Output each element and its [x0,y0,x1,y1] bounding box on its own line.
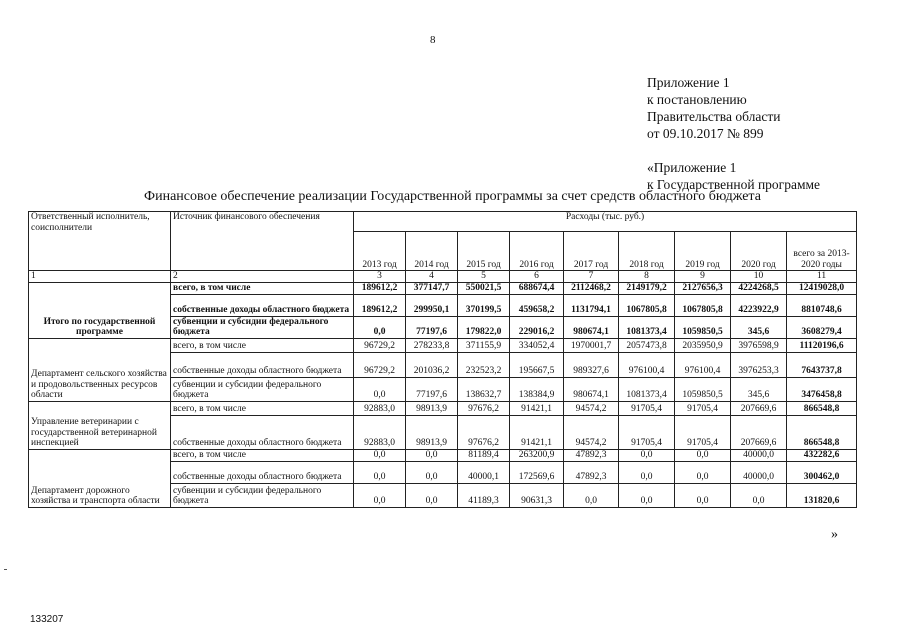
amount-cell: 91705,4 [619,401,675,415]
amount-cell: 92883,0 [354,401,406,415]
column-index: 3 [354,271,406,283]
column-index: 2 [171,271,354,283]
amount-cell: 91705,4 [619,415,675,449]
amount-cell: 688674,4 [510,282,564,294]
amount-cell: 989327,6 [564,352,619,377]
header-source: Источник финансового обеспечения [171,212,354,271]
amount-cell: 0,0 [354,316,406,338]
amount-cell: 189612,2 [354,282,406,294]
amount-cell: 138384,9 [510,377,564,401]
amount-cell: 40000,1 [458,461,510,483]
column-index: 6 [510,271,564,283]
page-number: 8 [430,34,436,46]
amount-cell: 980674,1 [564,316,619,338]
amount-cell: 2127656,3 [675,282,731,294]
closing-quote: » [831,527,838,542]
amount-cell: 0,0 [354,461,406,483]
amount-cell: 2057473,8 [619,338,675,352]
amount-cell: 4223922,9 [731,294,787,316]
table-title: Финансовое обеспечение реализации Государственной программы за счет средств областного бюджета [144,189,761,204]
funding-source: субвенции и субсидии федерального бюджета [171,316,354,338]
column-index: 9 [675,271,731,283]
amount-cell: 8810748,6 [787,294,857,316]
document-stamp: 133207 [30,614,64,625]
amount-cell: 866548,8 [787,401,857,415]
header-year: 2016 год [510,232,564,271]
amount-cell: 94574,2 [564,401,619,415]
column-index: 10 [731,271,787,283]
amount-cell: 172569,6 [510,461,564,483]
amount-cell: 91705,4 [675,415,731,449]
header-year: 2013 год [354,232,406,271]
header-year: 2015 год [458,232,510,271]
amount-cell: 96729,2 [354,338,406,352]
amount-cell: 96729,2 [354,352,406,377]
amount-cell: 432282,6 [787,449,857,461]
header-year: 2014 год [406,232,458,271]
amount-cell: 299950,1 [406,294,458,316]
amount-cell: 207669,6 [731,401,787,415]
appendix-line: «Приложение 1 [647,160,737,175]
amount-cell: 131820,6 [787,483,857,507]
amount-cell: 345,6 [731,377,787,401]
amount-cell: 0,0 [406,449,458,461]
column-index: 7 [564,271,619,283]
amount-cell: 1067805,8 [619,294,675,316]
amount-cell: 77197,6 [406,316,458,338]
appendix-line: Приложение 1 [647,75,730,90]
amount-cell: 0,0 [675,449,731,461]
amount-cell: 201036,2 [406,352,458,377]
header-expenses: Расходы (тыс. руб.) [354,212,857,232]
amount-cell: 377147,7 [406,282,458,294]
table-row [29,282,857,294]
amount-cell: 97676,2 [458,401,510,415]
amount-cell: 12419028,0 [787,282,857,294]
amount-cell: 0,0 [354,377,406,401]
responsible-entity: Департамент дорожного хозяйства и транспорта области [29,449,171,507]
amount-cell: 0,0 [619,461,675,483]
amount-cell: 2149179,2 [619,282,675,294]
appendix-line: от 09.10.2017 № 899 [647,126,764,141]
appendix-block [647,74,820,193]
amount-cell: 0,0 [619,449,675,461]
amount-cell: 2112468,2 [564,282,619,294]
funding-source: собственные доходы областного бюджета [171,352,354,377]
amount-cell: 40000,0 [731,449,787,461]
appendix-line: к постановлению [647,92,747,107]
amount-cell: 2035950,9 [675,338,731,352]
funding-source: собственные доходы областного бюджета [171,461,354,483]
amount-cell: 0,0 [675,461,731,483]
amount-cell: 0,0 [354,483,406,507]
amount-cell: 3608279,4 [787,316,857,338]
column-index: 8 [619,271,675,283]
appendix-line: к Государственной программе [647,177,821,192]
table-row [29,449,857,461]
amount-cell: 1081373,4 [619,377,675,401]
amount-cell: 91421,1 [510,401,564,415]
amount-cell: 0,0 [406,483,458,507]
amount-cell: 370199,5 [458,294,510,316]
amount-cell: 334052,4 [510,338,564,352]
amount-cell: 976100,4 [619,352,675,377]
amount-cell: 189612,2 [354,294,406,316]
amount-cell: 0,0 [731,483,787,507]
amount-cell: 345,6 [731,316,787,338]
amount-cell: 97676,2 [458,415,510,449]
amount-cell: 263200,9 [510,449,564,461]
amount-cell: 980674,1 [564,377,619,401]
header-year: 2018 год [619,232,675,271]
amount-cell: 0,0 [564,483,619,507]
amount-cell: 98913,9 [406,415,458,449]
amount-cell: 81189,4 [458,449,510,461]
amount-cell: 1067805,8 [675,294,731,316]
amount-cell: 3976598,9 [731,338,787,352]
amount-cell: 90631,3 [510,483,564,507]
amount-cell: 138632,7 [458,377,510,401]
amount-cell: 1059850,5 [675,316,731,338]
funding-source: всего, в том числе [171,338,354,352]
table-row [29,338,857,352]
header-year: 2019 год [675,232,731,271]
amount-cell: 91705,4 [675,401,731,415]
amount-cell: 3476458,8 [787,377,857,401]
funding-source: всего, в том числе [171,449,354,461]
amount-cell: 550021,5 [458,282,510,294]
amount-cell: 229016,2 [510,316,564,338]
header-year: 2017 год [564,232,619,271]
amount-cell: 195667,5 [510,352,564,377]
column-index: 5 [458,271,510,283]
responsible-entity: Итого по государственной программе [29,282,171,338]
amount-cell: 0,0 [406,461,458,483]
amount-cell: 41189,3 [458,483,510,507]
financing-table [28,211,857,508]
amount-cell: 1970001,7 [564,338,619,352]
amount-cell: 3976253,3 [731,352,787,377]
header-year: всего за 2013-2020 годы [787,232,857,271]
amount-cell: 11120196,6 [787,338,857,352]
amount-cell: 459658,2 [510,294,564,316]
funding-source: собственные доходы областного бюджета [171,294,354,316]
amount-cell: 278233,8 [406,338,458,352]
amount-cell: 94574,2 [564,415,619,449]
table-row [29,401,857,415]
funding-source: субвенции и субсидии федерального бюджета [171,377,354,401]
header-year: 2020 год [731,232,787,271]
amount-cell: 47892,3 [564,449,619,461]
appendix-line: Правительства области [647,109,781,124]
amount-cell: 0,0 [675,483,731,507]
amount-cell: 1081373,4 [619,316,675,338]
amount-cell: 1059850,5 [675,377,731,401]
column-index: 4 [406,271,458,283]
amount-cell: 179822,0 [458,316,510,338]
amount-cell: 92883,0 [354,415,406,449]
amount-cell: 7643737,8 [787,352,857,377]
amount-cell: 4224268,5 [731,282,787,294]
amount-cell: 91421,1 [510,415,564,449]
funding-source: субвенции и субсидии федерального бюджета [171,483,354,507]
amount-cell: 371155,9 [458,338,510,352]
header-responsible: Ответственный исполнитель, соисполнители [29,212,171,271]
amount-cell: 866548,8 [787,415,857,449]
amount-cell: 232523,2 [458,352,510,377]
amount-cell: 40000,0 [731,461,787,483]
appendix-line [647,142,820,159]
responsible-entity: Управление ветеринарии с государственной ветеринарной инспекцией [29,401,171,449]
amount-cell: 47892,3 [564,461,619,483]
amount-cell: 300462,0 [787,461,857,483]
amount-cell: 0,0 [354,449,406,461]
column-index: 11 [787,271,857,283]
funding-source: всего, в том числе [171,401,354,415]
funding-source: собственные доходы областного бюджета [171,415,354,449]
scan-mark [4,569,7,570]
amount-cell: 77197,6 [406,377,458,401]
amount-cell: 0,0 [619,483,675,507]
amount-cell: 98913,9 [406,401,458,415]
responsible-entity: Департамент сельского хозяйства и продовольственных ресурсов области [29,338,171,401]
amount-cell: 207669,6 [731,415,787,449]
column-index: 1 [29,271,171,283]
amount-cell: 976100,4 [675,352,731,377]
funding-source: всего, в том числе [171,282,354,294]
amount-cell: 1131794,1 [564,294,619,316]
